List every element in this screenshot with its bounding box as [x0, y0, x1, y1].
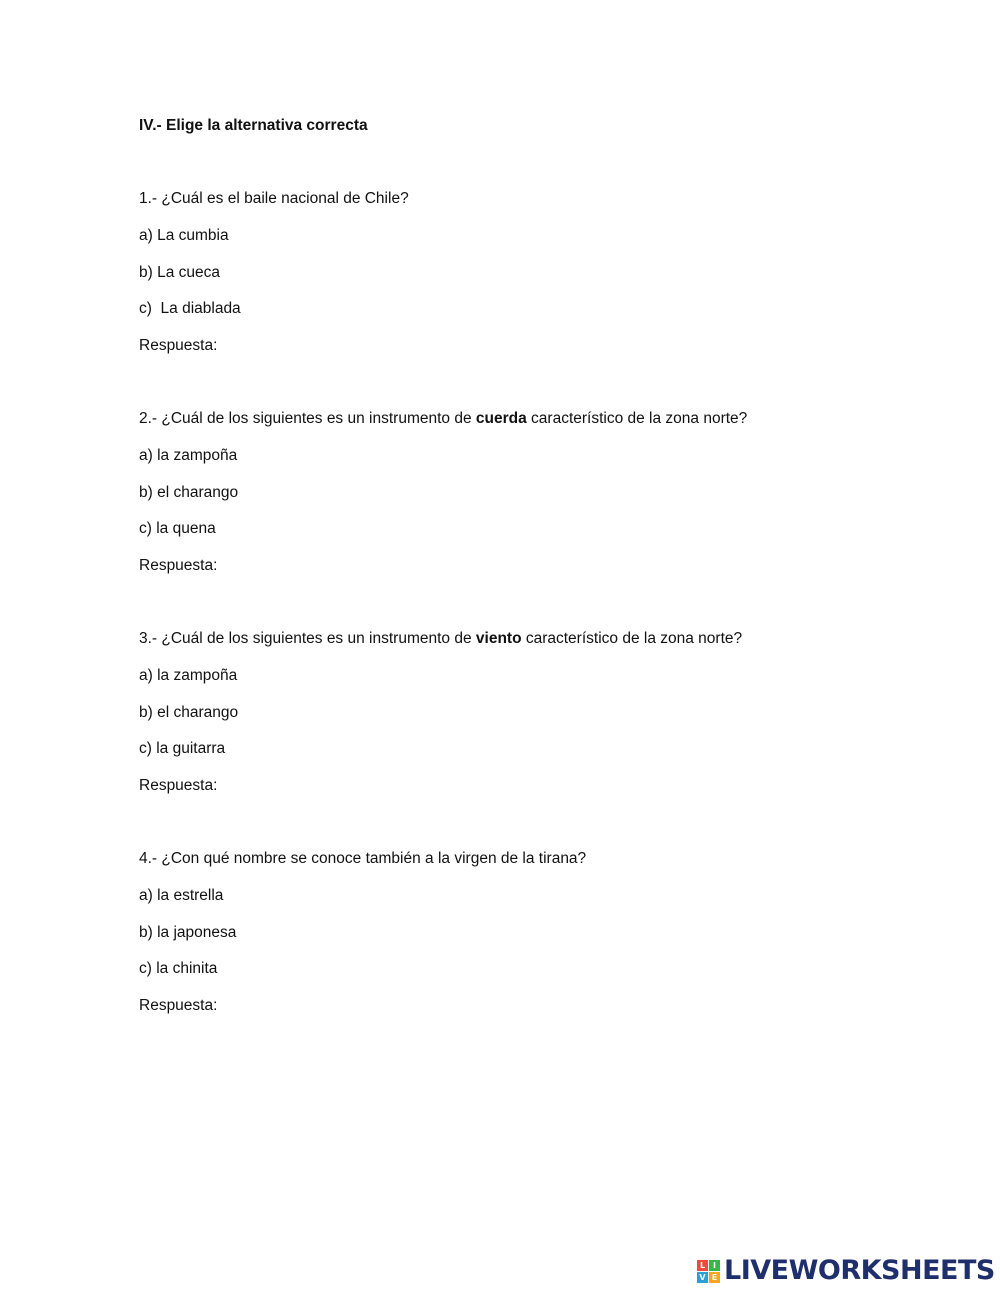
question-1-option-a[interactable]: a) La cumbia [139, 227, 229, 244]
liveworksheets-logo-icon [697, 1260, 720, 1283]
question-3-text-end: característico de la zona norte? [521, 630, 743, 647]
question-4 [139, 849, 586, 869]
question-2-option-b[interactable]: b) el charango [139, 484, 239, 501]
question-2-option-c[interactable]: c) la quena [139, 520, 216, 537]
question-3-answer-label: Respuesta: [139, 777, 218, 794]
question-3-option-b[interactable]: b) el charango [139, 704, 239, 721]
question-2-option-a[interactable]: a) la zampoña [139, 447, 238, 464]
question-2-keyword: cuerda [475, 410, 527, 427]
logo-cell-l: L [697, 1260, 708, 1271]
logo-cell-i: I [709, 1260, 720, 1271]
question-1 [139, 189, 409, 209]
question-3-option-c[interactable]: c) la guitarra [139, 740, 226, 757]
question-3-option-a[interactable]: a) la zampoña [139, 667, 238, 684]
logo-cell-v: V [697, 1272, 708, 1283]
question-4-option-c[interactable]: c) la chinita [139, 960, 218, 977]
question-2-text-end: característico de la zona norte? [526, 410, 748, 427]
question-2-answer-label: Respuesta: [139, 557, 218, 574]
question-1-option-c[interactable]: c) La diablada [139, 300, 241, 317]
question-3 [139, 629, 742, 649]
logo-cell-e: E [709, 1272, 720, 1283]
question-2 [139, 409, 747, 429]
question-4-text: 4.- ¿Con qué nombre se conoce también a la virgen de la tirana? [139, 850, 587, 867]
liveworksheets-logo-text: LIVEWORKSHEETS [724, 1255, 995, 1286]
question-4-option-b[interactable]: b) la japonesa [139, 924, 237, 941]
question-3-keyword: viento [475, 630, 522, 647]
liveworksheets-logo[interactable] [697, 1254, 995, 1288]
question-1-option-b[interactable]: b) La cueca [139, 264, 220, 281]
question-3-text: 3.- ¿Cuál de los siguientes es un instrumento de [139, 630, 476, 647]
question-4-option-a[interactable]: a) la estrella [139, 887, 224, 904]
question-1-text: 1.- ¿Cuál es el baile nacional de Chile? [139, 190, 409, 207]
question-4-answer-label: Respuesta: [139, 997, 218, 1014]
section-title: IV.- Elige la alternativa correcta [139, 117, 368, 134]
question-2-text: 2.- ¿Cuál de los siguientes es un instrumento de [139, 410, 476, 427]
question-1-answer-label: Respuesta: [139, 337, 218, 354]
